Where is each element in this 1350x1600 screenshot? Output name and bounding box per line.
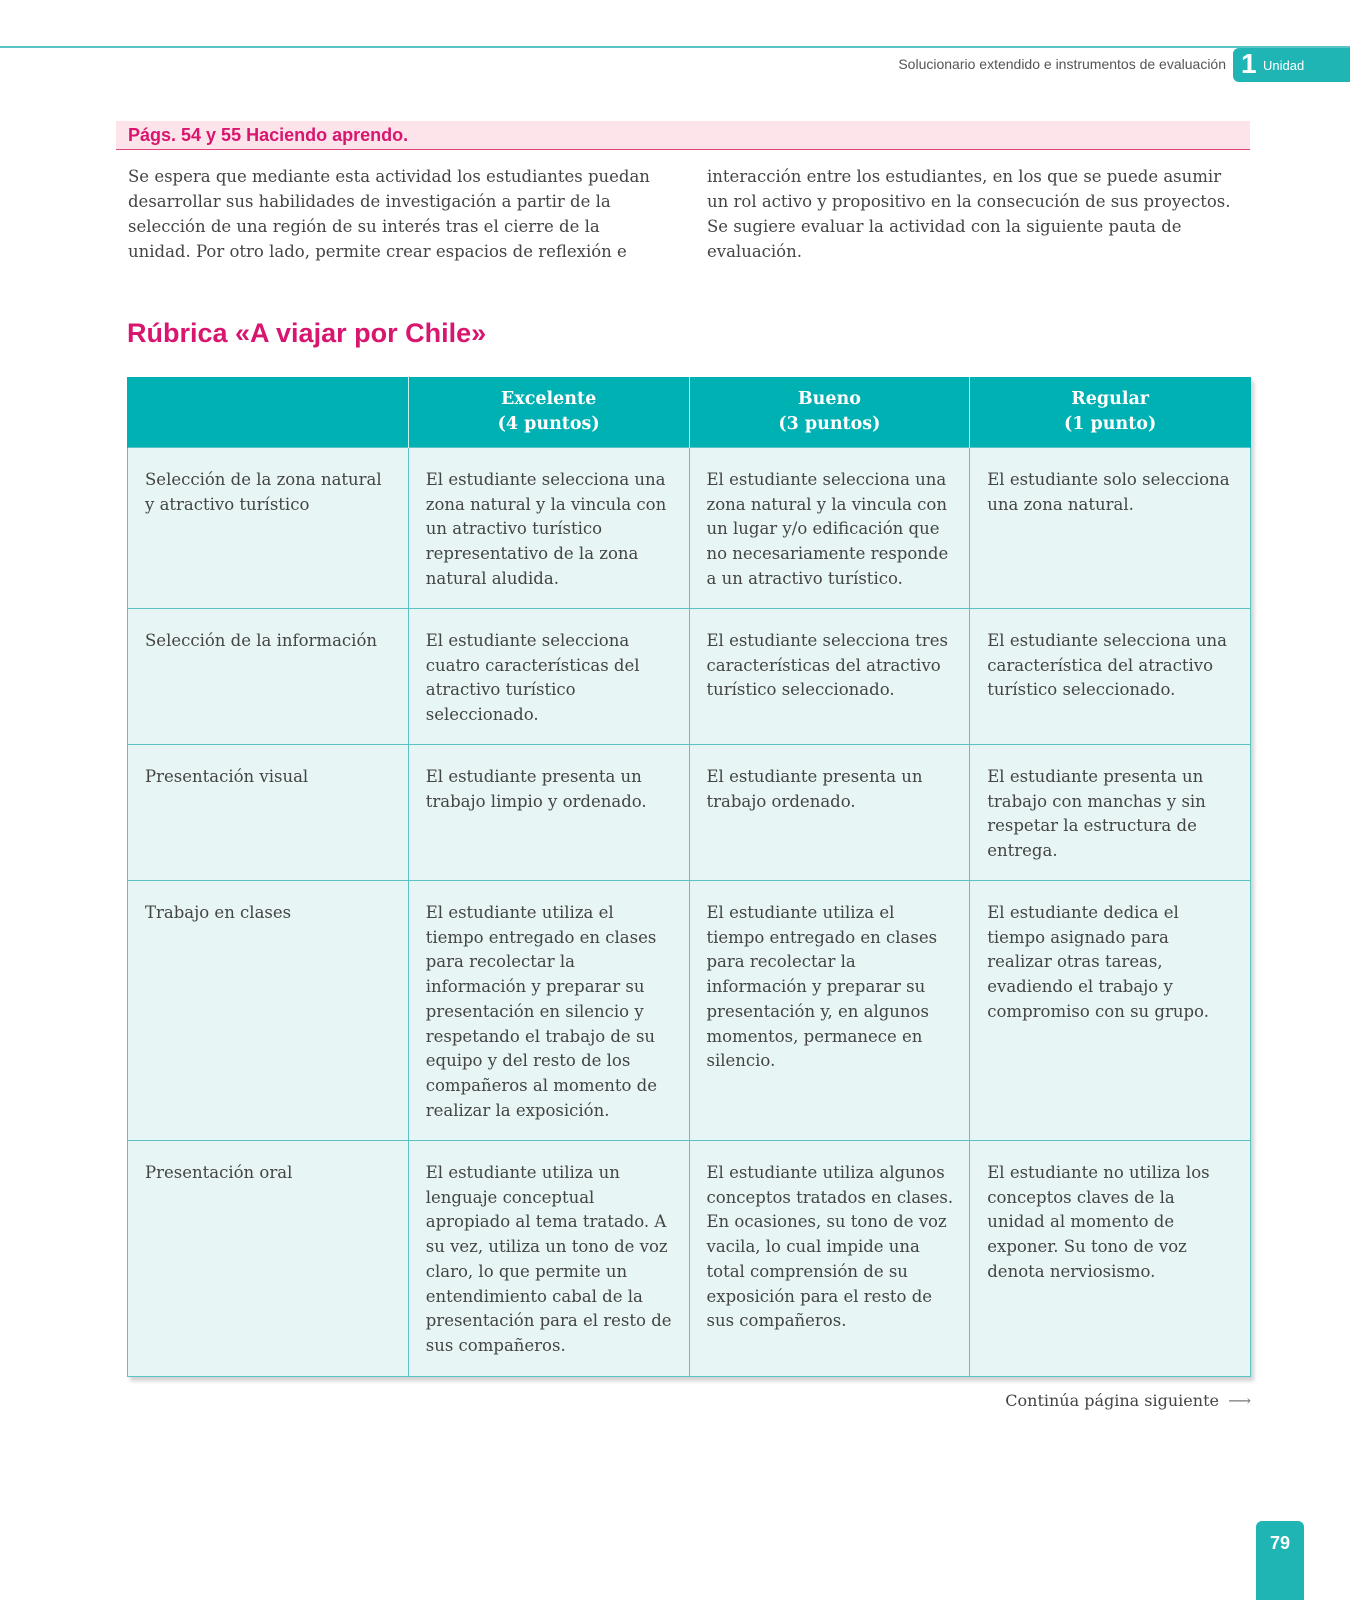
- bueno-cell: El estudiante selecciona una zona natural y la vincula con un lugar y/o edificación que no necesariamente responde a un atractivo turístico.: [689, 448, 970, 609]
- intro-paragraph: Se espera que mediante esta actividad los estudiantes puedan desarrollar sus habilidades de investigación a partir de la selección de una región de su interés tras el cierre de la unidad. Por otro lado, permite crear espacios de reflexión e interacción entre los estudiantes, en los que se puede asumir un rol activo y propositivo en la consecución de sus proyectos. Se sugiere evaluar la actividad con la siguiente pauta de evaluación.: [128, 167, 1231, 261]
- header-label: Regular: [1071, 389, 1150, 409]
- criterion-cell: Trabajo en clases: [128, 881, 409, 1141]
- excelente-cell: El estudiante presenta un trabajo limpio y ordenado.: [408, 745, 689, 881]
- regular-cell: El estudiante solo selecciona una zona natural.: [970, 448, 1251, 609]
- header-criteria-cell: [128, 377, 409, 448]
- unit-number: 1: [1241, 48, 1257, 79]
- continue-next-page: [1005, 1391, 1251, 1410]
- header-rule: [0, 46, 1350, 48]
- header-label: Excelente: [500, 389, 597, 409]
- page-number: 79: [1256, 1521, 1304, 1600]
- section-heading-bar: [116, 121, 1250, 150]
- header-points: (1 punto): [1063, 414, 1157, 434]
- excelente-cell: El estudiante selecciona una zona natural y la vincula con un atractivo turístico representativo de la zona natural aludida.: [408, 448, 689, 609]
- header-points: (3 puntos): [778, 414, 881, 434]
- regular-cell: El estudiante presenta un trabajo con manchas y sin respetar la estructura de entrega.: [970, 745, 1251, 881]
- header-label: Bueno: [797, 389, 861, 409]
- table-row: [128, 745, 1251, 881]
- header-points: (4 puntos): [497, 414, 600, 434]
- table-row: [128, 1141, 1251, 1377]
- bueno-cell: El estudiante presenta un trabajo ordenado.: [689, 745, 970, 881]
- criterion-cell: Presentación oral: [128, 1141, 409, 1377]
- regular-cell: El estudiante no utiliza los conceptos claves de la unidad al momento de exponer. Su tono de voz denota nerviosismo.: [970, 1141, 1251, 1377]
- rubric-table: [127, 377, 1251, 1377]
- header-excelente: [408, 377, 689, 448]
- continue-text: Continúa página siguiente: [1005, 1391, 1219, 1410]
- bueno-cell: El estudiante utiliza el tiempo entregado en clases para recolectar la información y preparar su presentación y, en algunos momentos, permanece en silencio.: [689, 881, 970, 1141]
- excelente-cell: El estudiante utiliza un lenguaje conceptual apropiado al tema tratado. A su vez, utiliza un tono de voz claro, lo que permite un entendimiento cabal de la presentación para el resto de sus compañeros.: [408, 1141, 689, 1377]
- rubric-title: Rúbrica «A viajar por Chile»: [127, 318, 487, 348]
- rubric-header-row: [128, 377, 1251, 448]
- section-title: Págs. 54 y 55 Haciendo aprendo.: [128, 125, 409, 145]
- criterion-cell: Selección de la zona natural y atractivo turístico: [128, 448, 409, 609]
- running-header: Solucionario extendido e instrumentos de evaluación: [898, 56, 1226, 72]
- unit-tab: [1233, 48, 1350, 82]
- bueno-cell: El estudiante utiliza algunos conceptos tratados en clases. En ocasiones, su tono de voz vacila, lo cual impide una total comprensión de su exposición para el resto de sus compañeros.: [689, 1141, 970, 1377]
- criterion-cell: Presentación visual: [128, 745, 409, 881]
- header-regular: [970, 377, 1251, 448]
- regular-cell: El estudiante dedica el tiempo asignado para realizar otras tareas, evadiendo el trabajo y compromiso con su grupo.: [970, 881, 1251, 1141]
- unit-label: Unidad: [1263, 58, 1305, 73]
- table-row: [128, 448, 1251, 609]
- regular-cell: El estudiante selecciona una característica del atractivo turístico seleccionado.: [970, 609, 1251, 745]
- excelente-cell: El estudiante utiliza el tiempo entregado en clases para recolectar la información y preparar su presentación en silencio y respetando el trabajo de su equipo y del resto de los compañeros al momento de realizar la exposición.: [408, 881, 689, 1141]
- table-row: [128, 881, 1251, 1141]
- table-row: [128, 609, 1251, 745]
- excelente-cell: El estudiante selecciona cuatro características del atractivo turístico seleccionado.: [408, 609, 689, 745]
- bueno-cell: El estudiante selecciona tres características del atractivo turístico seleccionado.: [689, 609, 970, 745]
- arrow-right-icon: ⟶: [1228, 1391, 1251, 1410]
- criterion-cell: Selección de la información: [128, 609, 409, 745]
- header-bueno: [689, 377, 970, 448]
